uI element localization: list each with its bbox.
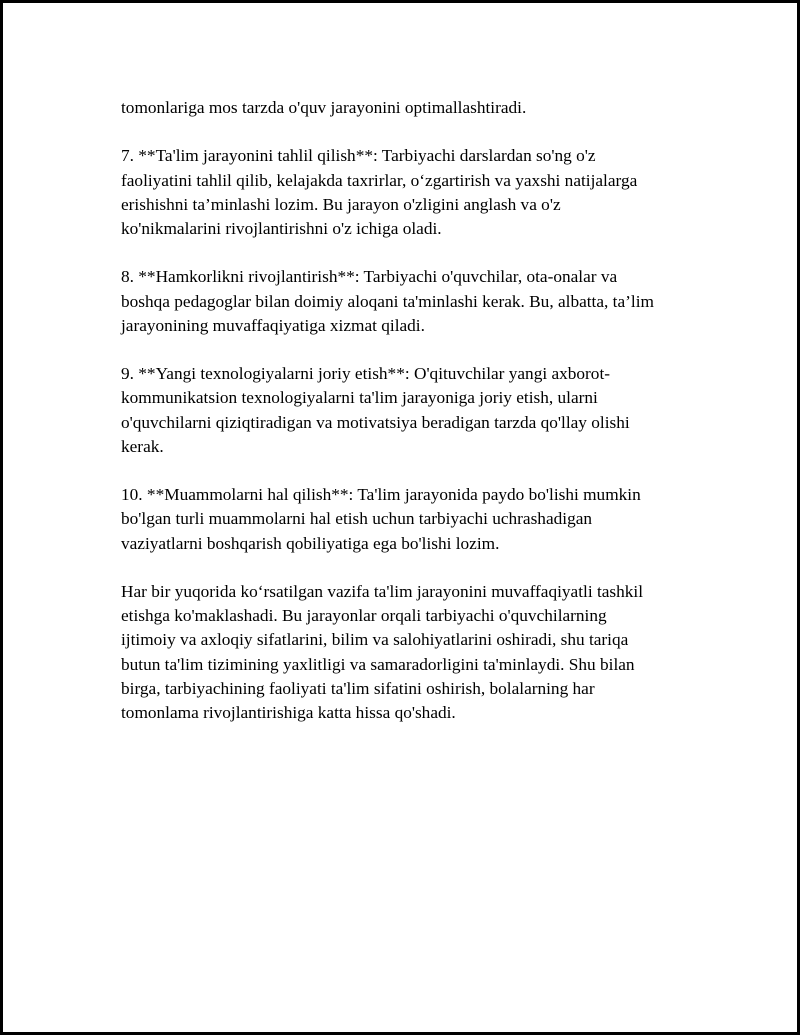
paragraph-item-9: 9. **Yangi texnologiyalarni joriy etish**: O'qituvchilar yangi axborot- kommunikatsion texnologiyalarni ta'lim jarayoniga joriy etish, ularni o'quvchilarni qiziqtiradigan va motivatsiya beradigan tarzda qo'llay olishi kerak. <box>121 364 630 456</box>
paragraph-item-7: 7. **Ta'lim jarayonini tahlil qilish**: Tarbiyachi darslardan so'ng o'z faoliyatini tahlil qilib, kelajakda taxrirlar, o‘zgartirish va yaxshi natijalarga erishishni ta’minlashi lozim. Bu jarayon o'zligini anglash va o'z ko'nikmalarini rivojlantirishni o'z ichiga oladi. <box>121 146 638 238</box>
document-body <box>121 96 681 749</box>
paragraph-item-8: 8. **Hamkorlikni rivojlantirish**: Tarbiyachi o'quvchilar, ota-onalar va boshqa pedagoglar bilan doimiy aloqani ta'minlashi kerak. Bu, albatta, ta’lim jarayonining muvaffaqiyatiga xizmat qiladi. <box>121 267 654 335</box>
paragraph-conclusion: Har bir yuqorida ko‘rsatilgan vazifa ta'lim jarayonini muvaffaqiyatli tashkil etishga ko'maklashadi. Bu jarayonlar orqali tarbiyachi o'quvchilarning ijtimoiy va axloqiy sifatlarini, bilim va salohiyatlarini oshiradi, shu tariqa butun ta'lim tizimining yaxlitligi va samaradorligini ta'minlaydi. Shu bilan birga, tarbiyachining faoliyati ta'lim sifatini oshirish, bolalarning har tomonlama rivojlantirishiga katta hissa qo'shadi. <box>121 581 644 722</box>
paragraph-item-10: 10. **Muammolarni hal qilish**: Ta'lim jarayonida paydo bo'lishi mumkin bo'lgan turli muammolarni hal etish uchun tarbiyachi uchrashadigan vaziyatlarni boshqarish qobiliyatiga ega bo'lishi lozim. <box>121 485 641 553</box>
paragraph-continuation: tomonlariga mos tarzda o'quv jarayonini optimallashtiradi. <box>121 98 527 117</box>
